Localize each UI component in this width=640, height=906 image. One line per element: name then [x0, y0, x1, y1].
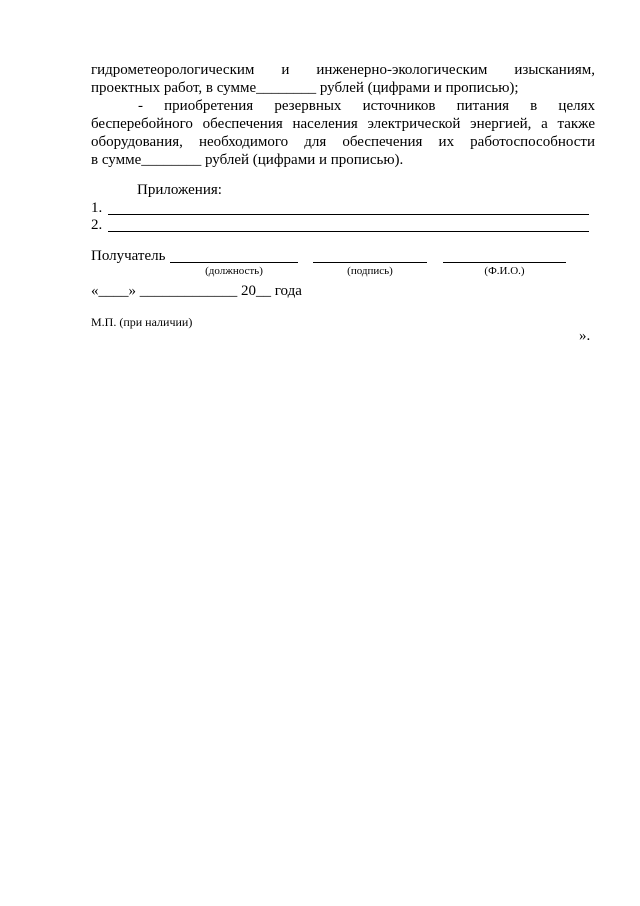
paragraph-line: бесперебойного обеспечения населения электрической энергией, а также [91, 116, 595, 132]
position-blank-line [170, 262, 298, 263]
paragraph-research-costs [91, 61, 595, 97]
date-line: «____» _____________ 20__ года [91, 283, 302, 299]
paragraph-backup-power [91, 97, 595, 169]
name-blank-line [443, 262, 566, 263]
application-number: 1. [91, 200, 103, 216]
position-caption: (должность) [205, 265, 263, 277]
recipient-label: Получатель [91, 248, 166, 264]
applications-title: Приложения: [137, 182, 222, 198]
name-caption: (Ф.И.О.) [484, 265, 525, 277]
paragraph-line: оборудования, необходимого для обеспечения их работоспособности [91, 134, 595, 150]
stamp-note: М.П. (при наличии) [91, 315, 193, 329]
signature-caption: (подпись) [347, 265, 393, 277]
application-blank-line [108, 214, 589, 215]
application-item [91, 216, 589, 234]
paragraph-line: гидрометеорологическим и инженерно-экологическим изысканиям, [91, 62, 595, 78]
application-item [91, 199, 589, 217]
paragraph-line: в сумме________ рублей (цифрами и прописью). [91, 152, 404, 168]
application-blank-line [108, 231, 589, 232]
paragraph-line: - приобретения резервных источников питания в целях [138, 98, 595, 114]
paragraph-line: проектных работ, в сумме________ рублей (цифрами и прописью); [91, 80, 519, 96]
closing-quote: ». [579, 328, 591, 344]
application-number: 2. [91, 217, 103, 233]
signature-blank-line [313, 262, 427, 263]
